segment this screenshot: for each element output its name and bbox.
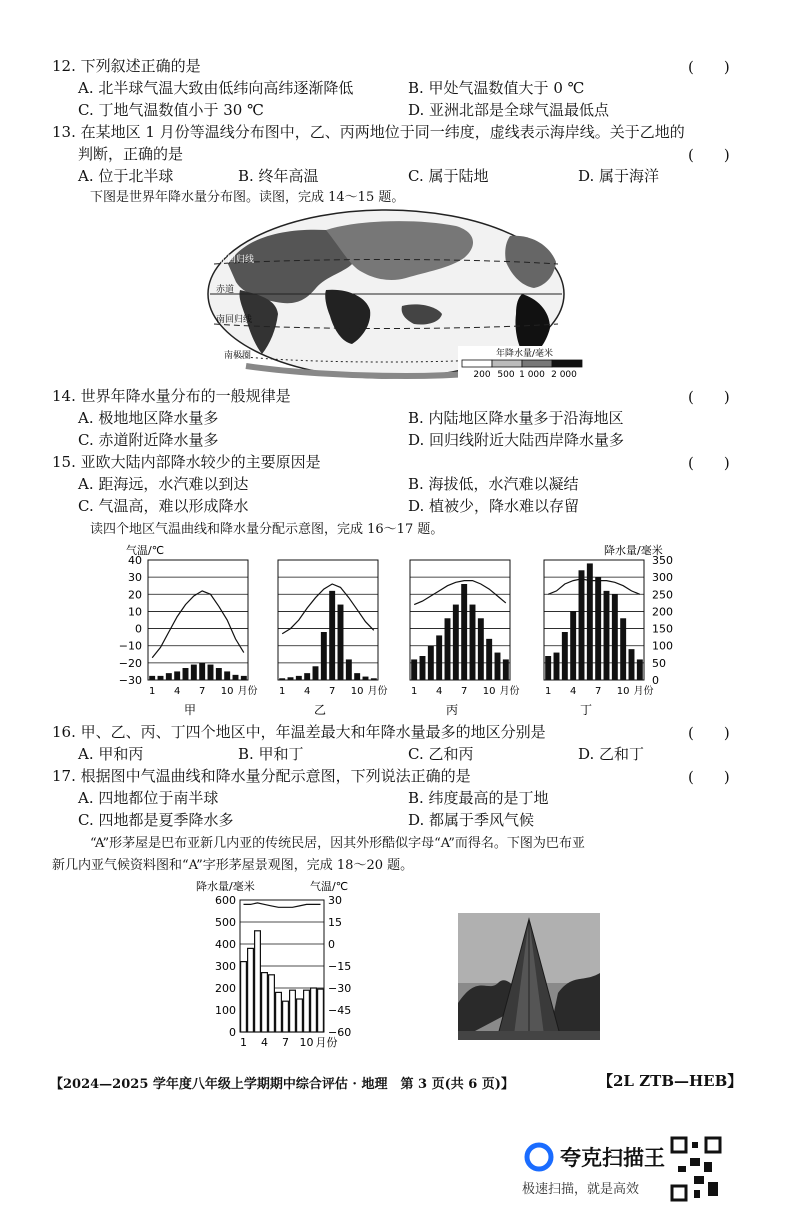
precip-tick-label: 200 [215,982,236,995]
precip-bar [554,653,560,680]
panel-frame [148,560,248,680]
q16-stem: 16. 甲、乙、丙、丁四个地区中，年温差最大和年降水量最多的地区分别是 [52,723,546,741]
q16-option-c[interactable]: C. 乙和丙 [408,745,474,763]
precip-bar [579,570,585,680]
precip-tick-label: 200 [652,605,673,619]
precip-bar [495,653,501,680]
month-axis-label: 月份 [499,686,520,697]
precip-bar [321,632,327,680]
month-tick-label: 4 [303,686,311,697]
q15-option-b[interactable]: B. 海拔低，水汽难以凝结 [408,475,579,493]
month-tick-label: 7 [594,686,602,697]
month-tick-label: 1 [410,686,418,697]
climate-panel-3 [544,560,654,717]
q17-stem: 17. 根据图中气温曲线和降水量分配示意图，下列说法正确的是 [52,767,471,785]
q14-option-c[interactable]: C. 赤道附近降水量多 [78,431,219,449]
q14-option-d[interactable]: D. 回归线附近大陆西岸降水量多 [408,431,625,449]
map-label-tropic-cancer: 北回归线 [218,255,255,265]
map-legend-tick: 500 [497,370,515,380]
intro-16-17: 读四个地区气温曲线和降水量分配示意图，完成 16～17 题。 [90,522,444,537]
q13-option-d[interactable]: D. 属于海洋 [578,167,660,185]
q15-option-c[interactable]: C. 气温高，难以形成降水 [78,497,249,515]
precip-bar [486,639,492,680]
precip-tick-label: 100 [652,639,673,653]
precip-bar [313,666,319,680]
precip-bar [296,676,302,680]
map-legend-tick: 200 [473,370,491,380]
q16-answer-paren[interactable]: ( ) [688,724,730,742]
precip-bar [241,676,247,680]
temp-tick-label: 10 [128,605,142,619]
temp-tick-label: −45 [328,1004,352,1017]
precip-tick-label: 0 [652,674,659,687]
precip-bar [224,671,230,680]
precip-bar [545,656,551,680]
q16-option-d[interactable]: D. 乙和丁 [578,745,645,763]
month-tick-label: 4 [435,686,443,697]
precip-bar [149,676,155,680]
map-label-equator: 赤道 [216,285,235,295]
precip-tick-label: 300 [215,960,236,973]
precip-bar [371,678,377,680]
intro-18-20-line1: “A”形茅屋是巴布亚新几内亚的传统民居，因其外形酷似字母“A”而得名。下图为巴布亚 [90,836,585,851]
q14-option-b[interactable]: B. 内陆地区降水量多于沿海地区 [408,409,624,427]
q12-answer-paren[interactable]: ( ) [688,58,730,76]
month-tick-label: 7 [328,686,336,697]
precip-bar [411,659,417,680]
precip-bar [174,671,180,680]
climate-charts-four-regions [116,540,690,718]
precip-bar [363,677,369,680]
temp-tick-label: 30 [128,571,142,585]
precip-tick-label: 0 [229,1026,236,1039]
precip-bar [604,591,610,680]
paper-code: 【2L ZTB—HEB】 [598,1072,743,1090]
precip-tick-label: 600 [215,894,236,907]
precip-bar [199,663,205,680]
temp-tick-label: 30 [328,894,342,907]
precip-bar [216,668,222,680]
precip-bar [241,962,247,1032]
month-axis-label: 月份 [633,686,654,697]
q13-stem-line2: 判断，正确的是 [78,145,184,163]
month-tick-label: 1 [544,686,552,697]
precip-bar [297,999,303,1032]
scanner-logo-icon [524,1142,554,1172]
month-tick-label: 7 [460,686,468,697]
temp-tick-label: −20 [118,656,142,670]
precip-bar [595,577,601,680]
precip-bar [279,678,285,680]
climate-panel-1 [278,560,388,717]
temp-tick-label: 0 [135,622,142,636]
precip-bar [248,948,254,1032]
precip-bar [612,594,618,680]
month-axis-label: 月份 [367,686,388,697]
precip-bar [629,649,635,680]
qr-code-icon [670,1136,722,1202]
precip-bar [346,659,352,680]
precip-bar [233,675,239,680]
precip-bar [637,659,643,680]
precip-bar [570,611,576,680]
q13-option-b[interactable]: B. 终年高温 [238,167,319,185]
precip-bar [166,673,172,680]
climate-panel-2 [410,560,520,717]
temp-tick-label: −30 [118,674,142,687]
chart-ylabel-left: 气温/℃ [126,544,165,557]
precip-bar [183,668,189,680]
scanner-logo-title: 夸克扫描王 [560,1146,665,1170]
month-axis-label: 月份 [315,1036,338,1049]
temp-tick-label: −30 [328,982,352,995]
precip-bar [304,990,310,1032]
q14-stem: 14. 世界年降水量分布的一般规律是 [52,387,291,405]
month-tick-label: 7 [282,1036,289,1049]
precip-bar [445,618,451,680]
temp-tick-label: 15 [328,916,342,929]
region-label: 丙 [445,703,459,717]
q12-option-a[interactable]: A. 北半球气温大致由低纬向高纬逐渐降低 [78,79,354,97]
map-legend-tick: 2 000 [551,370,577,380]
precip-bar [304,673,310,680]
q17-option-d[interactable]: D. 都属于季风气候 [408,811,535,829]
precip-bar [290,990,296,1032]
q13-stem-line1: 13. 在某地区 1 月份等温线分布图中，乙、丙两地位于同一纬度，虚线表示海岸线。关于乙地的 [52,123,685,141]
world-precipitation-map [206,206,586,380]
month-tick-label: 1 [278,686,286,697]
month-tick-label: 1 [148,686,156,697]
q12-option-c[interactable]: C. 丁地气温数值小于 30 ℃ [78,101,264,119]
climate-panel-0 [148,560,258,717]
precip-bar [288,677,294,680]
q15-option-a[interactable]: A. 距海远，水汽难以到达 [78,475,249,493]
precip-bar [470,605,476,680]
precip-bar [311,988,317,1032]
png-climate-chart [192,876,368,1054]
temp-tick-label: 40 [128,554,142,567]
month-tick-label: 10 [220,686,234,697]
month-tick-label: 7 [198,686,206,697]
precip-tick-label: 150 [652,622,673,636]
precip-bar [436,635,442,680]
precip-bar [276,992,282,1032]
precip-bar [453,605,459,680]
precip-bar [562,632,568,680]
scanner-watermark [520,1136,720,1206]
map-legend-title: 年降水量/毫米 [496,349,554,359]
q15-answer-paren[interactable]: ( ) [688,454,730,472]
q14-option-a[interactable]: A. 极地地区降水量多 [78,409,219,427]
precip-bar [338,605,344,680]
precip-tick-label: 500 [215,916,236,929]
png-ylabel-right: 气温/℃ [310,880,349,893]
temp-tick-label: 20 [128,588,142,602]
region-label: 甲 [183,703,197,717]
q12-option-b[interactable]: B. 甲处气温数值大于 0 ℃ [408,79,585,97]
panel-frame [278,560,378,680]
precip-bar [208,665,214,680]
q14-answer-paren[interactable]: ( ) [688,388,730,406]
month-axis-label: 月份 [237,686,258,697]
q16-option-b[interactable]: B. 甲和丁 [238,745,304,763]
precip-bar [191,665,197,680]
q15-stem: 15. 亚欧大陆内部降水较少的主要原因是 [52,453,321,471]
precip-tick-label: 400 [215,938,236,951]
map-label-antarctic-circle: 南极圈 [224,351,252,361]
precip-tick-label: 300 [652,571,673,585]
month-tick-label: 10 [616,686,630,697]
month-tick-label: 4 [173,686,181,697]
precip-bar [158,676,164,680]
precip-bar [255,931,261,1032]
chart-ylabel-right: 降水量/毫米 [604,544,663,557]
precip-bar [269,975,275,1032]
a-frame-house-photo [458,913,600,1040]
month-tick-label: 1 [240,1036,247,1049]
precip-bar [620,618,626,680]
month-tick-label: 10 [299,1036,314,1049]
q13-option-c[interactable]: C. 属于陆地 [408,167,489,185]
temp-tick-label: 0 [328,938,335,951]
precip-bar [329,591,335,680]
precip-bar [420,656,426,680]
q17-option-a[interactable]: A. 四地都位于南半球 [78,789,219,807]
q13-option-a[interactable]: A. 位于北半球 [78,167,174,185]
q17-answer-paren[interactable]: ( ) [688,768,730,786]
q17-option-c[interactable]: C. 四地都是夏季降水多 [78,811,234,829]
precip-tick-label: 100 [215,1004,236,1017]
q12-option-d[interactable]: D. 亚洲北部是全球气温最低点 [408,101,610,119]
precip-tick-label: 50 [652,656,666,670]
precip-bar [461,584,467,680]
q16-option-a[interactable]: A. 甲和丙 [78,745,144,763]
q17-option-b[interactable]: B. 纬度最高的是丁地 [408,789,549,807]
q12-stem: 12. 下列叙述正确的是 [52,57,201,75]
scanner-logo-subtitle: 极速扫描，就是高效 [522,1182,640,1197]
map-label-tropic-capricorn: 南回归线 [216,315,253,325]
region-label: 乙 [313,703,327,717]
page-footer: 【2024—2025 学年度八年级上学期期中综合评估 · 地理 第 3 页(共 6 页)】 [50,1077,514,1092]
region-label: 丁 [579,703,593,717]
q13-answer-paren[interactable]: ( ) [688,146,730,164]
month-tick-label: 10 [482,686,496,697]
png-ylabel-left: 降水量/毫米 [196,880,255,893]
temp-tick-label: −15 [328,960,352,973]
month-tick-label: 4 [569,686,577,697]
precip-bar [503,659,509,680]
precip-bar [318,989,324,1032]
precip-bar [262,973,268,1032]
precip-tick-label: 250 [652,588,673,602]
precip-bar [283,1001,289,1032]
intro-18-20-line2: 新几内亚气候资料图和“A”字形茅屋景观图，完成 18～20 题。 [52,858,414,873]
temp-tick-label: −10 [118,639,142,653]
month-tick-label: 10 [350,686,364,697]
precip-bar [428,646,434,680]
precip-tick-label: 350 [652,554,673,567]
temp-tick-label: −60 [328,1026,352,1039]
intro-14-15: 下图是世界年降水量分布图。读图，完成 14～15 题。 [90,190,405,205]
precip-bar [354,673,360,680]
q15-option-d[interactable]: D. 植被少，降水难以存留 [408,497,580,515]
precip-bar [478,618,484,680]
month-tick-label: 4 [261,1036,268,1049]
map-legend-tick: 1 000 [519,370,545,380]
